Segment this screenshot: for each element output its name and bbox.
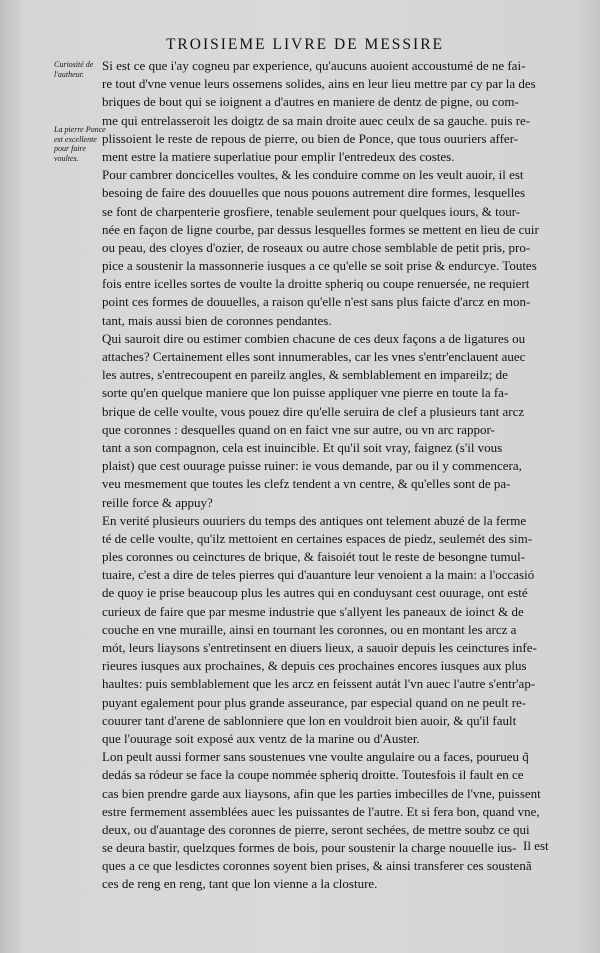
text-line: se font de charpenterie grosfiere, tenable seulement pour quelques iours, & tour-: [102, 203, 521, 219]
text-line: reille force & appuy?: [102, 494, 213, 510]
text-line: besoing de faire des douuelles que nous pouons autrement dire formes, lesquelles: [102, 185, 526, 201]
text-line: Si est ce que i'ay cogneu par experience, qu'aucuns auoient accoustumé de ne fai-: [102, 58, 526, 73]
text-line: deux, ou d'auantage des coronnes de pierre, seront sechées, de mettre soubz ce qui: [102, 821, 530, 837]
text-line: briques de bout qui se ioignent a d'autres en maniere de dentz de pigne, ou com-: [102, 94, 519, 110]
text-line: ces de reng en reng, tant que lon vienne a la closture.: [102, 876, 378, 892]
text-line: curieux de faire que par mesme industrie que s'allyent les paneaux de ioinct & de: [102, 603, 524, 619]
body-text: [102, 57, 552, 894]
text-line: me qui entrelasseroit les doigtz de sa main droite auec ceulx de sa gauche. puis re-: [102, 112, 531, 128]
text-line: re tout d'vne venue leurs ossemens solides, ains en leur lieu mettre par cy par la des: [102, 76, 536, 92]
margin-note: Curiosité de l'autheur.: [54, 60, 94, 79]
margin-note: La pierre Ponce est excellente pour faire voultes.: [54, 125, 106, 163]
text-line: Lon peult aussi former sans soustenues vne voulte angulaire ou a faces, pourueu q̃: [102, 749, 529, 765]
text-line: née en façon de ligne courbe, par dessus lesquelles formes se mettent en lieu de cuir: [102, 221, 539, 237]
text-line: pice a soustenir la massonnerie iusques a ce qu'elle se soit prise & endurcye. Toutes: [102, 258, 537, 274]
text-line: ment estre la matiere superlatiue pour emplir l'entredeux des costes.: [102, 148, 455, 164]
text-line: ques a ce que lesdictes coronnes soyent bien prises, & ainsi transferer ces soustenã: [102, 858, 532, 874]
text-line: estre fermement assemblées auec les puissantes de l'autre. Et si fera bon, quand vne,: [102, 803, 540, 819]
text-line: plaist) que cest ouurage puisse ruiner: ie vous demande, par ou il y commencera,: [102, 458, 522, 474]
text-line: se deura bastir, quelzques formes de bois, pour soustenir la charge nouuelle ius-: [102, 840, 517, 856]
text-line: té de celle voulte, qu'ilz mettoient en certaines espaces de piedz, seulemét des sim-: [102, 530, 533, 546]
text-line: haultes: puis semblablement que les arcz en feissent autát l'vn auec l'autre s'entr'ap-: [102, 676, 536, 692]
text-line: fois entre icelles sortes de voulte la droitte spheriq ou coupe renuersée, ne requiert: [102, 276, 530, 292]
text-line: ples coronnes ou ceinctures de brique, & faisoiét tout le reste de besongne tumul-: [102, 549, 526, 565]
text-line: que coronnes : desquelles quand on en faict vne sur autre, ou vn arc rappor-: [102, 421, 495, 437]
text-line: tuaire, c'est a dire de teles pierres qui d'auanture leur venoient a la main: a l'occasió: [102, 567, 535, 583]
text-line: attaches? Certainement elles sont innumerables, car les vnes s'entr'enclauent auec: [102, 349, 526, 364]
text-line: couurer tant d'arene de sablonniere que lon en vouldroit bien auoir, & qu'il fault: [102, 712, 517, 728]
text-line: veu mesmement que toutes les clefz tendent a vn centre, & qu'elles sont de pa-: [102, 476, 511, 492]
text-line: cas bien prendre garde aux liaysons, afin que les parties imbecilles de l'vne, puissent: [102, 785, 541, 801]
text-line: les autres, s'entrecoupent en pareilz angles, & semblablement en impareilz; de: [102, 367, 508, 383]
text-line: dedás sa ródeur se face la coupe nommée spheriq droitte. Toutesfois il fault en ce: [102, 767, 524, 783]
text-line: Qui sauroit dire ou estimer combien chacune de ces deux façons a de ligatures ou: [102, 330, 526, 346]
catchword: Il est: [523, 838, 549, 853]
text-line: couche en vne muraille, ainsi en tournant les coronnes, ou en montant les arcz a: [102, 621, 517, 637]
text-line: tant a son compagnon, cela est inuincible. Et qu'il soit vray, faignez (s'il vous: [102, 439, 503, 455]
text-line: ou peau, des cloyes d'ozier, de roseaux ou autre chose semblable de petit pris, pro-: [102, 239, 531, 255]
text-line: de quoy ie prise beaucoup plus les autres qui en conduysant cest ouurage, ont esté: [102, 585, 528, 601]
text-line: mót, leurs liaysons s'entretinsent en diuers lieux, a sauoir depuis les ceinctures infe-: [102, 640, 537, 655]
running-header: TROISIEME LIVRE DE MESSIRE: [165, 36, 445, 53]
text-line: sorte qu'en quelque maniere que lon puisse appliquer vne pierre en toute la fa-: [102, 385, 509, 401]
text-line: que l'ouurage soit exposé aux ventz de la marine ou d'Auster.: [102, 730, 420, 746]
text-line: puyant egalement pour plus grande asseurance, par especial quand on ne peult re-: [102, 694, 527, 710]
text-line: point ces formes de douuelles, a raison qu'elle n'est sans plus faicte d'arcz en mon-: [102, 294, 531, 310]
text-line: tant, mais aussi bien de coronnes pendantes.: [102, 312, 332, 328]
text-line: brique de celle voulte, vous pouez dire qu'elle seruira de clef a plusieurs tant arcz: [102, 403, 525, 419]
text-line: rieures iusques aux prochaines, & depuis ces prochaines encores iusques aux plus: [102, 658, 527, 674]
text-line: Pour cambrer doncicelles voultes, & les conduire comme on les veult auoir, il est: [102, 167, 524, 183]
text-line: plissoient le reste de repous de pierre, ou bien de Ponce, que tous ouuriers affer-: [102, 130, 519, 146]
text-line: En verité plusieurs ouuriers du temps des antiques ont telement abuzé de la ferme: [102, 512, 527, 528]
